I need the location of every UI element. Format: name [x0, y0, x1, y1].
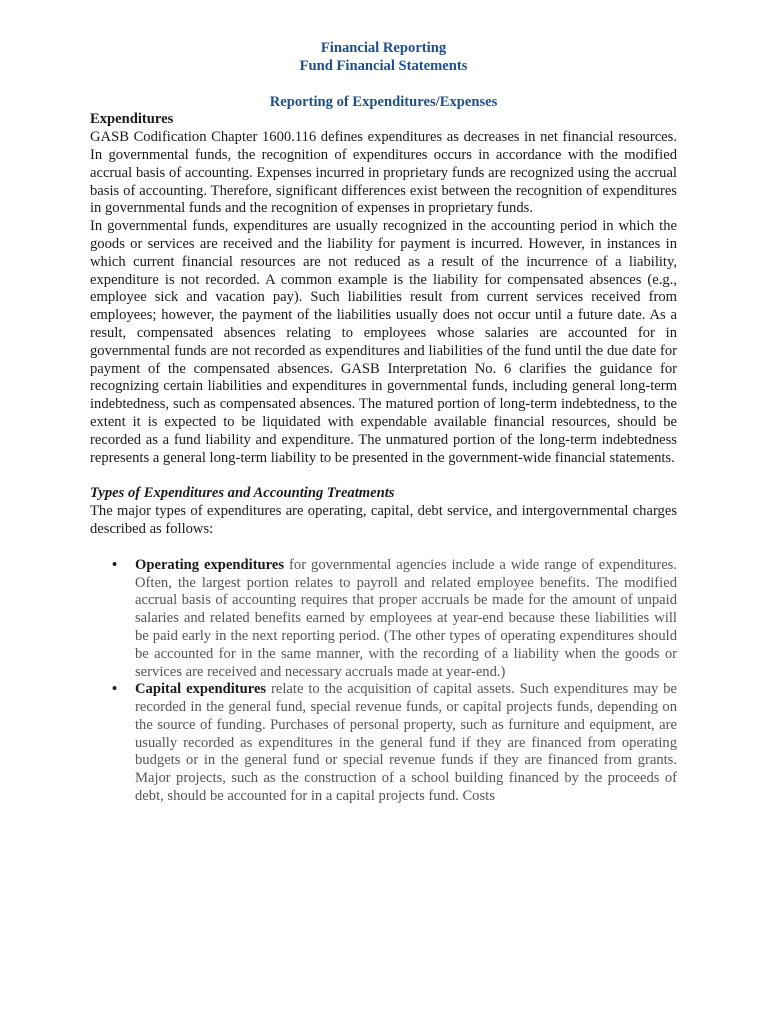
list-item-operating	[90, 557, 677, 682]
expenditures-paragraph-1: GASB Codification Chapter 1600.116 defines expenditures as decreases in net financial resources. In governmental funds, the recognition of expenditures occurs in accordance with the modified accrual basis of accounting. Expenses incurred in proprietary funds are recognized using the accrual basis of accounting. Therefore, significant differences exist between the recognition of expenditures in governmental funds and the recognition of expenses in proprietary funds.	[90, 129, 677, 217]
document-subtitle: Fund Financial Statements	[299, 57, 468, 74]
types-intro: The major types of expenditures are operating, capital, debt service, and intergovernmental charges described as follows:	[90, 503, 677, 537]
list-item-text: for governmental agencies include a wide range of expenditures. Often, the largest portion relates to payroll and related employee benefits. The modified accrual basis of accounting requires that proper accruals be made for the amount of unpaid salaries and related benefits earned by employees at year-end because these liabilities will be paid early in the next reporting period. (The other types of operating expenditures should be accounted for in the same manner, with the recording of a liability when the goods or services are received and necessary accruals made at year-end.)	[135, 556, 678, 680]
list-item-capital	[90, 681, 677, 806]
section-title: Reporting of Expenditures/Expenses	[269, 93, 498, 110]
bullet-icon: •	[112, 681, 118, 698]
expenditure-types-list	[90, 557, 677, 806]
document-title: Financial Reporting	[320, 40, 447, 56]
list-item-term: Capital expenditures	[135, 681, 267, 698]
types-subheading: Types of Expenditures and Accounting Treatments	[90, 485, 395, 502]
bullet-icon: •	[112, 556, 118, 573]
list-item-term: Operating expenditures	[135, 556, 285, 573]
list-item-text: relate to the acquisition of capital assets. Such expenditures may be recorded in the general fund, special revenue funds, or capital projects funds, depending on the source of funding. Purchases of personal property, such as furniture and equipment, are usually recorded as expenditures in the general fund if they are financed from operating budgets or in the general fund or special revenue funds if they are financed from grants. Major projects, such as the construction of a school building financed by the proceeds of debt, should be accounted for in a capital projects fund. Costs	[135, 681, 677, 805]
document-page	[90, 40, 677, 806]
expenditures-paragraph-2: In governmental funds, expenditures are usually recognized in the accounting period in which the goods or services are received and the liability for payment is incurred. However, in instances in which current financial resources are not reduced as a result of the incurrence of a liability, expenditure is not recorded. A common example is the liability for compensated absences (e.g., employee sick and vacation pay). Such liabilities result from current services received from employees; however, the payment of the liabilities usually does not occur until a future date. As a result, compensated absences relating to employees whose salaries are accounted for in governmental funds are not recorded as expenditures and liabilities of the fund until the due date for payment of the compensated absences. GASB Interpretation No. 6 clarifies the guidance for recognizing certain liabilities and expenditures in governmental funds, including general long-term indebtedness, such as compensated absences. The matured portion of long-term indebtedness, to the extent it is expected to be liquidated with expendable available financial resources, should be recorded as a fund liability and expenditure. The unmatured portion of the long-term indebtedness represents a general long-term liability to be presented in the government-wide financial statements.	[90, 218, 677, 466]
expenditures-heading: Expenditures	[90, 111, 174, 128]
